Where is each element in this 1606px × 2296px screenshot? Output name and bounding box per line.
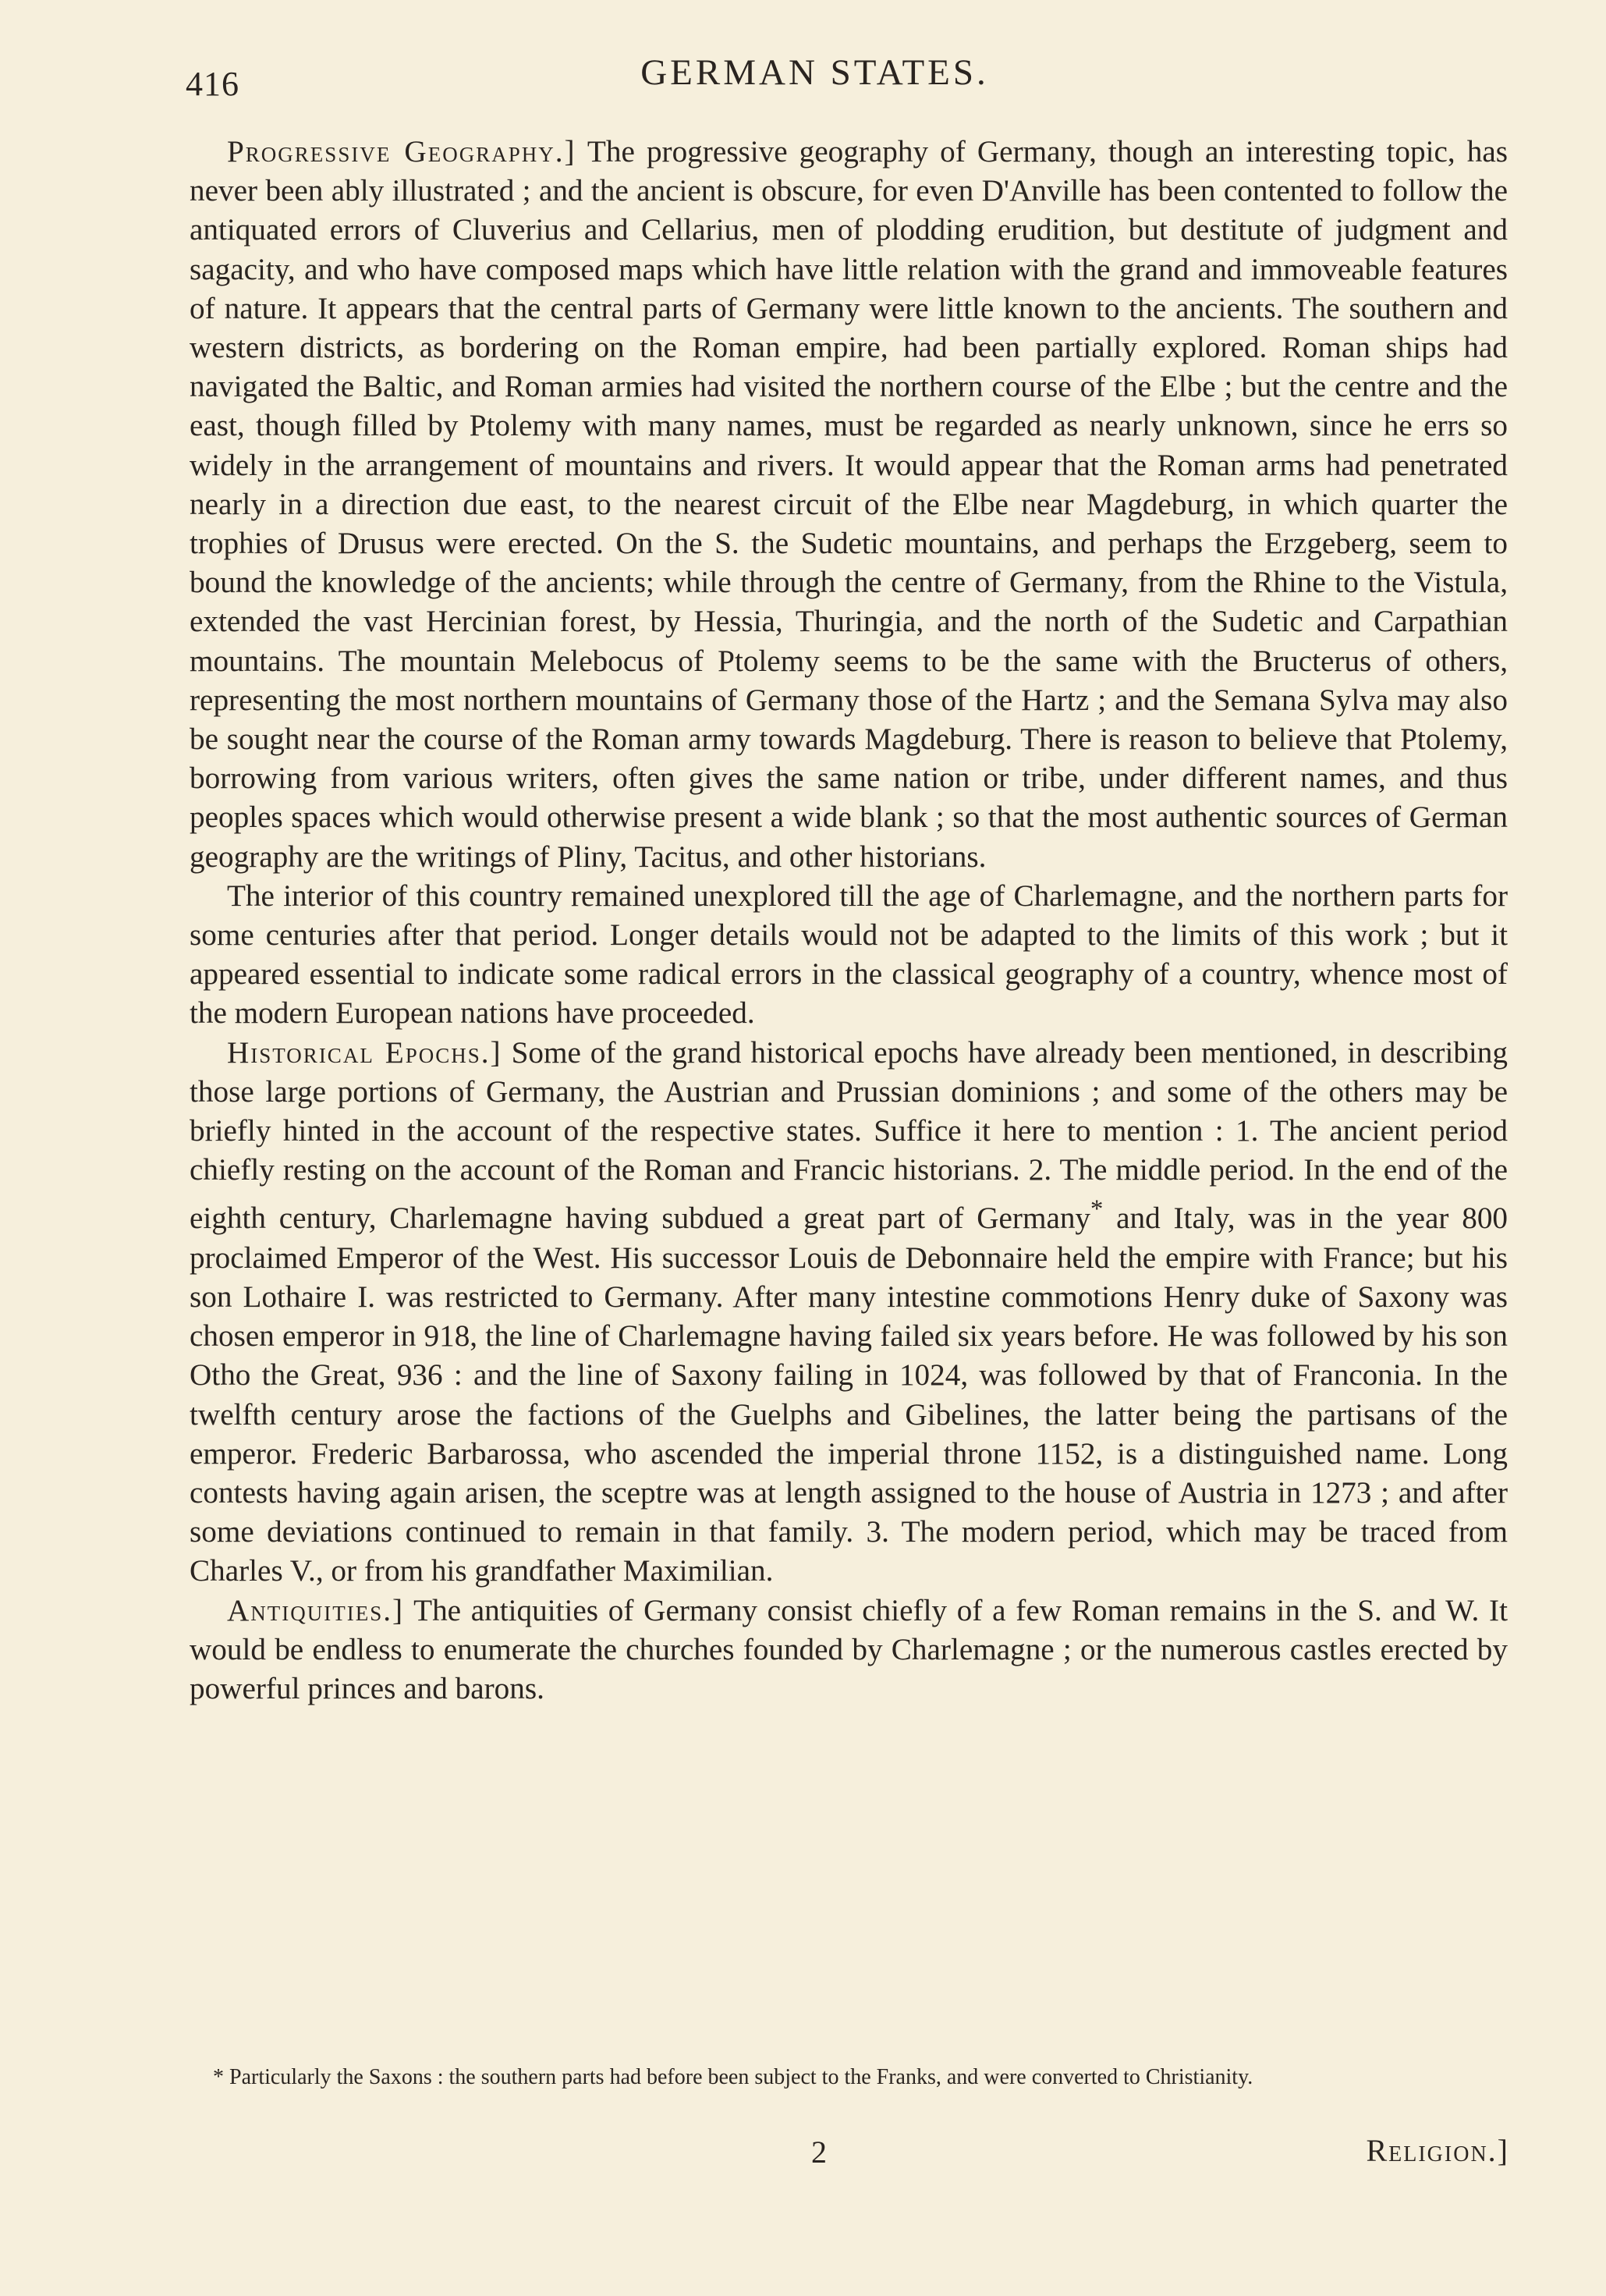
page-number: 416 (186, 65, 239, 103)
paragraph-text: The antiquities of Germany consist chiefly of a few Roman remains in the S. and W. It would be endless to enumerate the churches founded by Charlemagne ; or the numerous castles erected by powerful princes and barons. (190, 1593, 1508, 1705)
footnote-text: Particularly the Saxons : the southern parts had before been subject to the Franks, and were converted to Christianity. (224, 2065, 1253, 2089)
paragraph-text: Some of the grand historical epochs have already been mentioned, in describing those large portions of Germany, the Austrian and Prussian dominions ; and some of the others may be briefly hinted in the account of the respective states. Suffice it here to mention : 1. The ancient period chiefly resting on the account of the Roman and Francic historians. 2. The middle period. In the end of the eighth century, Charlemagne having subdued a great part of Germany (190, 1035, 1508, 1236)
section-heading-antiquities: Antiquities.] (227, 1593, 405, 1627)
section-heading-progressive-geography: Progressive Geography.] (227, 135, 576, 169)
footnote (190, 2064, 1508, 2091)
section-heading-historical-epochs: Historical Epochs.] (227, 1035, 502, 1070)
body-text (190, 133, 1508, 1709)
paragraph-progressive-geography (190, 133, 1508, 877)
paragraph-text: The progressive geography of Germany, though an interesting topic, has never been ably illustrated ; and the ancient is obscure, for even D'Anville has been contented to follow the antiquated errors of Cluverius and Cellarius, men of plodding erudition, but destitute of judgment and sagacity, and who have composed maps which have little relation with the grand and immoveable features of nature. It appears that the central parts of Germany were little known to the ancients. The southern and western districts, as bordering on the Roman empire, had been partially explored. Roman ships had navigated the Baltic, and Roman armies had visited the northern course of the Elbe ; but the centre and the east, though filled by Ptolemy with many names, must be regarded as nearly unknown, since he errs so widely in the arrangement of mountains and rivers. It would appear that the Roman arms had penetrated nearly in a direction due east, to the nearest circuit of the Elbe near Magdeburg, in which quarter the trophies of Drusus were erected. On the S. the Sudetic mountains, and perhaps the Erzgeberg, seem to bound the knowledge of the ancients; while through the centre of Germany, from the Rhine to the Vistula, extended the vast Hercinian forest, by Hessia, Thuringia, and the north of the Sudetic and Carpathian mountains. The mountain Melebocus of Ptolemy seems to be the same with the Bructerus of others, representing the most northern mountains of Germany those of the Hartz ; and the Semana Sylva may also be sought near the course of the Roman army towards Magdeburg. There is reason to believe that Ptolemy, borrowing from various writers, often gives the same nation or tribe, under different names, and thus peoples spaces which would otherwise present a wide blank ; so that the most authentic sources of German geography are the writings of Pliny, Tacitus, and other historians. (190, 135, 1508, 874)
catchword: Religion.] (1366, 2133, 1509, 2168)
paragraph-interior (190, 877, 1508, 1034)
paragraph-historical-epochs (190, 1034, 1508, 1592)
paragraph-text: and Italy, was in the year 800 proclaimed Emperor of the West. His successor Louis de Debonnaire held the empire with France; but his son Lothaire I. was restricted to Germany. After many intestine commotions Henry duke of Saxony was chosen emperor in 918, the line of Charlemagne having failed six years before. He was followed by his son Otho the Great, 936 : and the line of Saxony failing in 1024, was followed by that of Franconia. In the twelfth century arose the factions of the Guelphs and Gibelines, the latter being the partisans of the emperor. Frederic Barbarossa, who ascended the imperial throne 1152, is a distinguished name. Long contests having again arisen, the sceptre was at length assigned to the house of Austria in 1273 ; and after some deviations continued to remain in that family. 3. The modern period, which may be traced from Charles V., or from his grandfather Maximilian. (190, 1201, 1509, 1588)
paragraph-text: The interior of this country remained unexplored till the age of Charlemagne, and the northern parts for some centuries after that period. Longer details would not be adapted to the limits of this work ; but it appeared essential to indicate some radical errors in the classical geography of a country, whence most of the modern European nations have proceeded. (190, 878, 1508, 1031)
footnote-reference[interactable]: * (1090, 1195, 1104, 1224)
footnote-mark: * (213, 2065, 224, 2089)
running-head: GERMAN STATES. (640, 52, 989, 93)
paragraph-antiquities (190, 1592, 1508, 1709)
signature-mark: 2 (811, 2135, 827, 2170)
